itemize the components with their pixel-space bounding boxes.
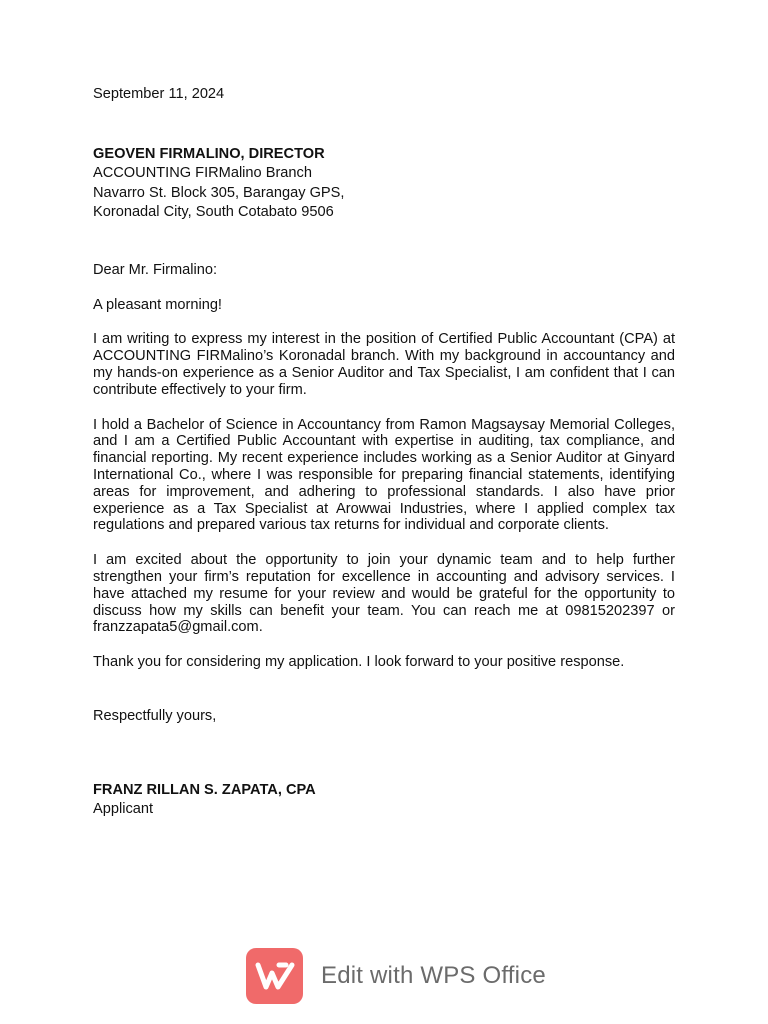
wps-watermark-text: Edit with WPS Office	[321, 962, 546, 989]
recipient-name: GEOVEN FIRMALINO, DIRECTOR	[93, 145, 325, 162]
body-paragraph-2: I hold a Bachelor of Science in Accountancy from Ramon Magsaysay Memorial Colleges, and I am a Certified Public Accountant with expertise in auditing, tax compliance, and financial reporting. My recent experience includes working as a Senior Auditor at Ginyard International Co., where I was responsible for preparing financial statements, identifying areas for improvement, and adhering to professional standards. I also have prior experience as a Tax Specialist at Arowwai Industries, where I applied complex tax regulations and prepared various tax returns for individual and corporate clients.	[93, 416, 675, 534]
recipient-block	[93, 145, 675, 223]
recipient-address-line-2: Koronadal City, South Cotabato 9506	[93, 204, 334, 221]
body-paragraph-1: I am writing to express my interest in the position of Certified Public Accountant (CPA) at ACCOUNTING FIRMalino’s Koronadal branch. With my background in accountancy and my hands-on experience as a Senior Auditor and Tax Specialist, I am confident that I can contribute effectively to your firm.	[93, 331, 675, 398]
salutation: Dear Mr. Firmalino:	[93, 261, 218, 278]
recipient-address-line-1: Navarro St. Block 305, Barangay GPS,	[93, 184, 345, 201]
signer-title: Applicant	[93, 801, 154, 818]
closing: Respectfully yours,	[93, 707, 217, 724]
body-paragraph-3: I am excited about the opportunity to join your dynamic team and to help further strengthen your firm’s reputation for excellence in accounting and advisory services. I have attached my resume for your review and would be grateful for the opportunity to discuss how my skills can benefit your team. You can reach me at 09815202397 or franzzapata5@gmail.com.	[93, 552, 675, 636]
wps-logo-icon	[246, 948, 303, 1004]
signature-block	[93, 781, 675, 820]
signer-name: FRANZ RILLAN S. ZAPATA, CPA	[93, 781, 316, 798]
recipient-company: ACCOUNTING FIRMalino Branch	[93, 165, 312, 182]
letter-date: September 11, 2024	[93, 86, 225, 102]
wps-watermark[interactable]	[246, 948, 546, 1004]
greeting: A pleasant morning!	[93, 296, 222, 313]
body-paragraph-4: Thank you for considering my application. I look forward to your positive response.	[93, 654, 625, 671]
letter-page	[93, 86, 675, 820]
